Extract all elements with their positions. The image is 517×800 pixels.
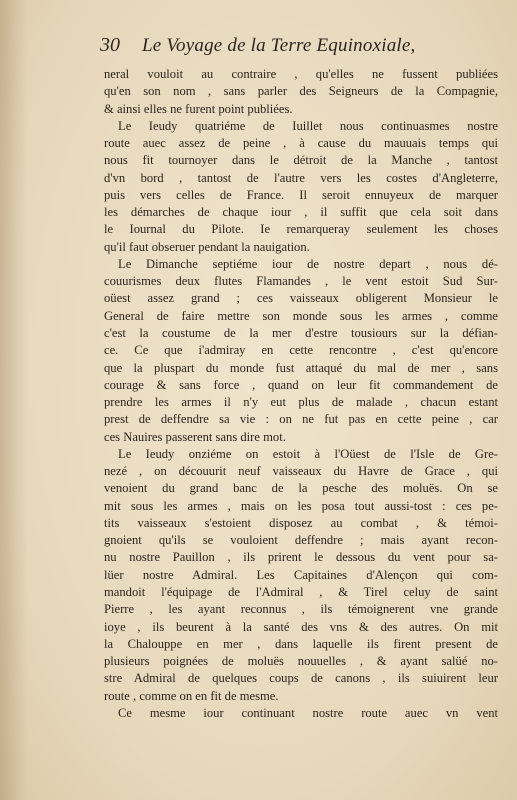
text-line: les démarches de chaque iour , il suffit que cela soit dans xyxy=(104,205,498,220)
text-line: nezé , on découurit neuf vaisseaux du Havre de Grace , qui xyxy=(104,464,498,479)
paragraph xyxy=(104,256,498,446)
text-line: tits vaisseaux s'estoient disposez au combat , & témoi- xyxy=(104,515,498,530)
text-line: mandoit l'équipage de l'Admiral , & Tirel celuy de saint xyxy=(104,584,498,599)
text-line: stre Admiral de quelques coups de canons , ils suiuirent leur xyxy=(104,671,498,686)
text-line: qu'il faut obseruer pendant la nauigation. xyxy=(104,239,310,254)
text-line: plusieurs poignées de moluës nouuelles , & ayant salüé no- xyxy=(104,654,498,669)
text-line: Le Dimanche septiéme iour de nostre depart , nous dé- xyxy=(118,256,498,271)
text-line: d'vn bord , tantost de l'autre vers les costes d'Angleterre, xyxy=(104,170,498,185)
text-line: ce. Ce que i'admiray en cette rencontre , c'est qu'encore xyxy=(104,343,498,358)
text-line: qu'en son nom , sans parler des Seigneurs de la Compagnie, xyxy=(104,84,498,99)
text-line: oüest assez grand ; ces vaisseaux obligerent Monsieur le xyxy=(104,291,498,306)
text-line: neral vouloit au contraire , qu'elles ne fussent publiées xyxy=(104,67,498,81)
paragraph xyxy=(104,118,498,256)
paragraph xyxy=(104,705,498,722)
running-title: Le Voyage de la Terre Equinoxiale, xyxy=(142,35,416,56)
text-line: gnoient qu'ils se vouloient deffendre ; mais ayant recon- xyxy=(104,533,498,548)
text-line: puis vers celles de France. Il seroit ennuyeux de marquer xyxy=(104,187,498,202)
text-line: courage & sans force , quand on leur fit commandement de xyxy=(104,377,498,392)
text-line: Pierre , les ayant reconnus , ils témoignerent vne grande xyxy=(104,602,498,617)
page-header xyxy=(100,34,500,62)
text-line: la Chalouppe en mer , dans laquelle ils firent present de xyxy=(104,636,498,651)
text-line: route auec assez de peine , à cause du mauuais temps qui xyxy=(104,136,498,151)
text-line: route , comme on en fit de mesme. xyxy=(104,688,279,703)
text-line: & ainsi elles ne furent point publiées. xyxy=(104,101,293,116)
text-line: Le Ieudy quatriéme de Iuillet nous continuasmes nostre xyxy=(118,118,498,133)
paragraph xyxy=(104,66,498,118)
text-line: ioye , ils beurent à la santé des vns & des autres. On mit xyxy=(104,619,498,634)
text-line: prendre les armes il n'y eut plus de malade , chacun estant xyxy=(104,395,498,410)
text-line: lüer nostre Admiral. Les Capitaines d'Alençon qui com- xyxy=(104,567,498,582)
text-line: General de faire mettre son monde sous les armes , comme xyxy=(104,308,498,323)
text-line: le Iournal du Pilote. Ie remarqueray seulement les choses xyxy=(104,222,498,237)
text-line: ces Nauires passerent sans dire mot. xyxy=(104,429,286,444)
text-line: venoient du grand banc de la pesche des moluës. On se xyxy=(104,481,498,496)
text-line: c'est la coustume de la mer d'estre tousiours sur la défian- xyxy=(104,325,498,340)
paragraph xyxy=(104,446,498,705)
text-line: couurismes deux flutes Flamandes , le vent estoit Sud Sur- xyxy=(104,274,498,289)
text-line: nous fit tournoyer dans le détroit de la Manche , tantost xyxy=(104,153,498,168)
text-line: nu nostre Pauillon , ils prirent le dessous du vent pour sa- xyxy=(104,550,498,565)
body-text xyxy=(104,66,498,722)
page-number: 30 xyxy=(100,34,120,56)
text-line: Ce mesme iour continuant nostre route auec vn vent xyxy=(118,705,498,720)
text-line: Le Ieudy onziéme on estoit à l'Oüest de l'Isle de Gre- xyxy=(118,446,498,461)
binding-shadow xyxy=(0,0,28,800)
text-line: mit sous les armes , mais on les posa tout aussi-tost : ces pe- xyxy=(104,498,498,513)
text-line: que la pluspart du monde fust attaqué du mal de mer , sans xyxy=(104,360,498,375)
text-line: prest de deffendre sa vie : on ne fut pas en cette peine , car xyxy=(104,412,498,427)
